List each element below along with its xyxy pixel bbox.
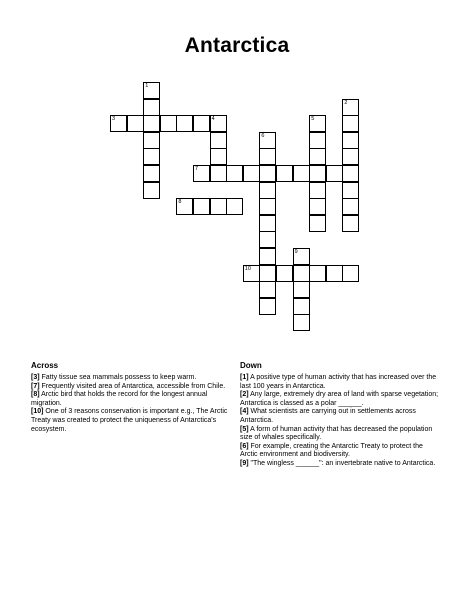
- across-heading: Across: [31, 361, 59, 370]
- clue-text: Fatty tissue sea mammals possess to keep warm.: [41, 374, 197, 381]
- clue-number: [6]: [240, 442, 249, 450]
- clue-text: One of 3 reasons conservation is important e.g., The Arctic Treaty was created to protect the uniqueness of Antarctica's ecosystem.: [31, 408, 228, 433]
- clue-number-label: 2: [344, 99, 348, 106]
- grid-cell[interactable]: [342, 165, 359, 182]
- across-clue: [31, 374, 231, 383]
- grid-cell[interactable]: [259, 215, 276, 232]
- grid-cell[interactable]: [342, 265, 359, 282]
- grid-cell[interactable]: [259, 265, 276, 282]
- grid-cell[interactable]: [210, 132, 227, 149]
- grid-cell[interactable]: [309, 132, 326, 149]
- grid-cell[interactable]: [210, 198, 227, 215]
- grid-cell[interactable]: [326, 265, 343, 282]
- clue-number: [8]: [31, 391, 40, 399]
- grid-cell[interactable]: [259, 165, 276, 182]
- down-clue: [240, 374, 440, 391]
- clue-text: Any large, extremely dry area of land with sparse vegetation; Antarctica is classed as a polar ______.: [240, 391, 439, 407]
- grid-cell[interactable]: [243, 165, 260, 182]
- down-clues: [240, 361, 440, 469]
- grid-cell[interactable]: [143, 182, 160, 199]
- grid-cell[interactable]: [259, 231, 276, 248]
- down-clue: [240, 426, 440, 443]
- clue-number-label: 5: [311, 116, 315, 123]
- grid-cell[interactable]: [342, 215, 359, 232]
- across-clue: [31, 383, 231, 392]
- down-clue: [240, 408, 440, 425]
- grid-cell[interactable]: [193, 165, 210, 182]
- grid-cell[interactable]: [309, 182, 326, 199]
- grid-cell[interactable]: [259, 148, 276, 165]
- grid-cell[interactable]: [143, 132, 160, 149]
- down-clue: [240, 460, 440, 469]
- grid-cell[interactable]: [193, 115, 210, 132]
- clue-number: [10]: [31, 408, 44, 416]
- clue-number-label: 6: [261, 132, 265, 139]
- grid-cell[interactable]: [210, 165, 227, 182]
- clue-number: [4]: [240, 408, 249, 416]
- grid-cell[interactable]: [259, 132, 276, 149]
- grid-cell[interactable]: [143, 165, 160, 182]
- grid-cell[interactable]: [143, 82, 160, 99]
- clue-number-label: 1: [145, 83, 149, 89]
- clue-text: A positive type of human activity that has increased over the last 100 years in Antarctica.: [240, 374, 437, 390]
- grid-cell[interactable]: [143, 99, 160, 116]
- grid-cell[interactable]: [293, 281, 310, 298]
- grid-cell[interactable]: [210, 148, 227, 165]
- grid-cell[interactable]: [193, 198, 210, 215]
- grid-cell[interactable]: [342, 132, 359, 149]
- grid-cell[interactable]: [226, 198, 243, 215]
- grid-cell[interactable]: [309, 115, 326, 132]
- grid-cell[interactable]: [160, 115, 177, 132]
- clue-text: What scientists are carrying out in settlements across Antarctica.: [240, 408, 416, 424]
- grid-cell[interactable]: [259, 298, 276, 315]
- grid-cell[interactable]: [259, 198, 276, 215]
- grid-cell[interactable]: [309, 148, 326, 165]
- clue-text: Arctic bird that holds the record for the longest annual migration.: [31, 391, 208, 407]
- grid-cell[interactable]: [143, 115, 160, 132]
- grid-cell[interactable]: [309, 165, 326, 182]
- grid-cell[interactable]: [342, 115, 359, 132]
- clue-number: [7]: [31, 382, 40, 390]
- clue-text: A form of human activity that has decreased the population size of whales specifically.: [240, 425, 433, 442]
- grid-cell[interactable]: [259, 248, 276, 265]
- grid-cell[interactable]: [110, 115, 127, 132]
- grid-cell[interactable]: [259, 182, 276, 199]
- grid-cell[interactable]: [342, 182, 359, 199]
- clue-number-label: 10: [244, 265, 251, 272]
- grid-cell[interactable]: [176, 198, 193, 215]
- clue-number: [2]: [240, 391, 249, 399]
- grid-cell[interactable]: [342, 198, 359, 215]
- across-clue: [31, 391, 231, 408]
- clue-number: [3]: [31, 374, 40, 381]
- down-heading: Down: [240, 361, 262, 370]
- down-clue: [240, 391, 440, 408]
- across-clues: [31, 361, 231, 434]
- grid-cell[interactable]: [309, 215, 326, 232]
- clue-text: Frequently visited area of Antarctica, accessible from Chile.: [41, 382, 226, 390]
- grid-cell[interactable]: [259, 281, 276, 298]
- grid-cell[interactable]: [176, 115, 193, 132]
- grid-cell[interactable]: [293, 165, 310, 182]
- grid-cell[interactable]: [342, 148, 359, 165]
- clue-number-label: 8: [178, 199, 182, 206]
- clue-number: [9]: [240, 459, 249, 467]
- grid-cell[interactable]: [309, 265, 326, 282]
- grid-cell[interactable]: [309, 198, 326, 215]
- grid-cell[interactable]: [293, 248, 310, 265]
- clue-number: [1]: [240, 374, 249, 381]
- clue-number-label: 4: [211, 116, 215, 123]
- clue-text: For example, creating the Antarctic Treaty to protect the Arctic environment and biodiversity.: [240, 442, 423, 459]
- down-clue: [240, 443, 440, 460]
- clue-text: "The wingless ______": an invertebrate native to Antarctica.: [250, 459, 436, 467]
- across-clue: [31, 408, 231, 434]
- grid-cell[interactable]: [127, 115, 144, 132]
- grid-cell[interactable]: [276, 165, 293, 182]
- grid-cell[interactable]: [243, 265, 260, 282]
- grid-cell[interactable]: [342, 99, 359, 116]
- puzzle-title: Antarctica: [184, 34, 290, 57]
- clue-number: [5]: [240, 425, 249, 433]
- grid-cell[interactable]: [293, 298, 310, 315]
- grid-cell[interactable]: [276, 265, 293, 282]
- grid-cell[interactable]: [143, 148, 160, 165]
- grid-cell[interactable]: [293, 314, 310, 331]
- grid-cell[interactable]: [226, 165, 243, 182]
- grid-cell[interactable]: [210, 115, 227, 132]
- grid-cell[interactable]: [326, 165, 343, 182]
- clue-number-label: 3: [112, 116, 116, 123]
- clue-number-label: 9: [294, 249, 298, 255]
- grid-cell[interactable]: [293, 265, 310, 282]
- clue-number-label: 7: [195, 166, 199, 172]
